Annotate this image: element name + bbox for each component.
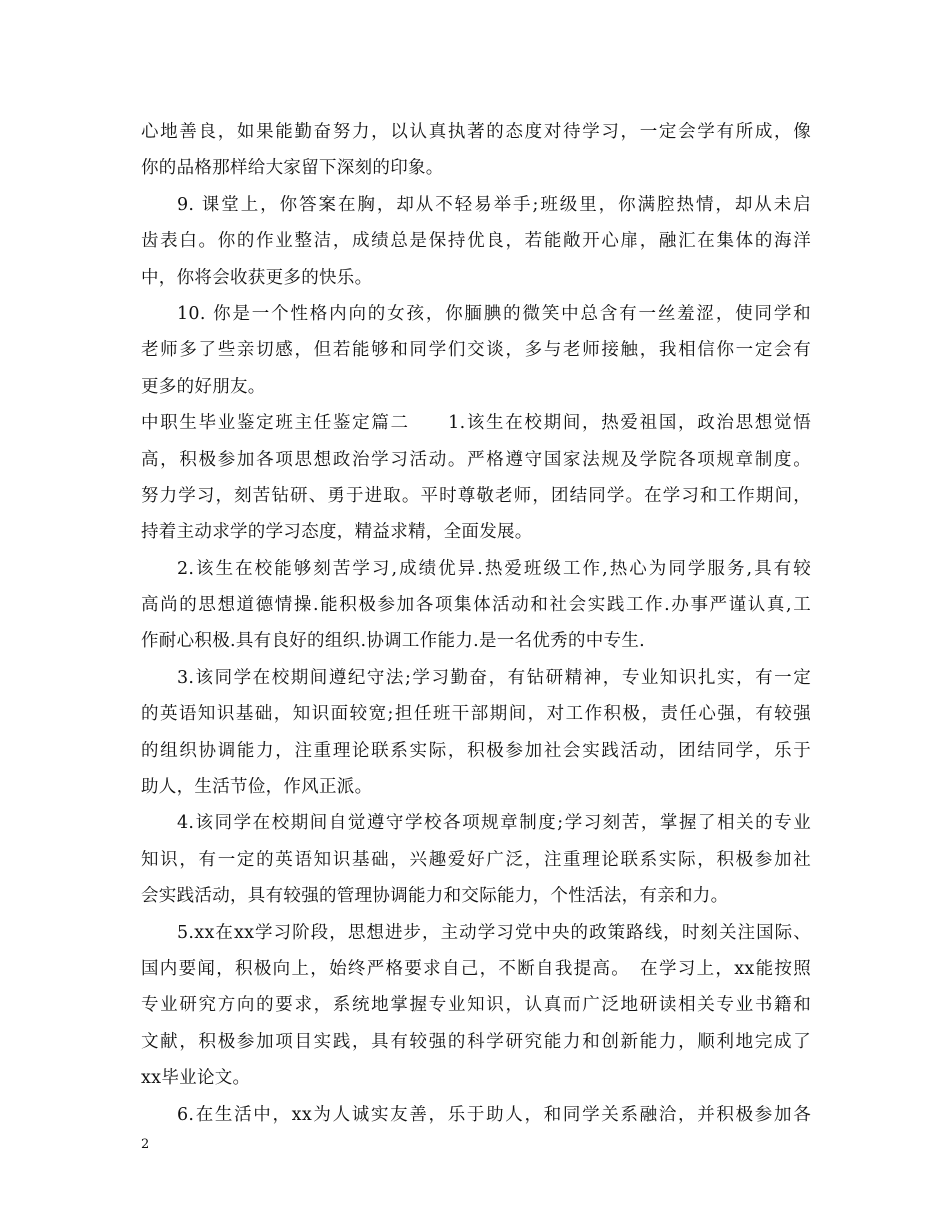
- text-line: 的英语知识基础，知识面较宽;担任班干部期间，对工作积极，责任心强，有较强: [141, 704, 811, 725]
- text-line: 2.该生在校能够刻苦学习,成绩优异.热爱班级工作,热心为同学服务,具有较: [177, 558, 811, 579]
- text-line: 齿表白。你的作业整洁，成绩总是保持优良，若能敞开心扉，融汇在集体的海洋: [141, 231, 811, 252]
- text-line: 你的品格那样给大家留下深刻的印象。: [141, 158, 444, 179]
- text-line: 知识，有一定的英语知识基础，兴趣爱好广泛，注重理论联系实际，积极参加社: [141, 849, 811, 870]
- text-line: 中，你将会收获更多的快乐。: [141, 267, 373, 288]
- text-line: 老师多了些亲切感，但若能够和同学们交谈，多与老师接触，我相信你一定会有: [141, 340, 811, 361]
- text-line: 文献，积极参加项目实践，具有较强的科学研究能力和创新能力，顺利地完成了: [141, 1031, 811, 1052]
- text-line: 9. 课堂上，你答案在胸，却从不轻易举手;班级里，你满腔热情，却从未启: [177, 194, 811, 215]
- text-line: 会实践活动，具有较强的管理协调能力和交际能力，个性活法，有亲和力。: [141, 886, 729, 907]
- text-line: 心地善良，如果能勤奋努力，以认真执著的态度对待学习，一定会学有所成，像: [141, 122, 811, 142]
- text-line: 4.该同学在校期间自觉遵守学校各项规章制度;学习刻苦，掌握了相关的专业: [177, 813, 811, 834]
- text-line: 作耐心积极.具有良好的组织.协调工作能力.是一名优秀的中专生.: [141, 631, 646, 652]
- text-line: 努力学习，刻苦钻研、勇于进取。平时尊敬老师，团结同学。在学习和工作期间，: [141, 485, 811, 506]
- text-line: 更多的好朋友。: [141, 376, 266, 397]
- text-line: 3.该同学在校期间遵纪守法;学习勤奋，有钻研精神，专业知识扎实，有一定: [177, 667, 811, 688]
- section-heading-line: 中职生毕业鉴定班主任鉴定篇二 1.该生在校期间，热爱祖国，政治思想觉悟: [141, 413, 811, 434]
- text-line: xx毕业论文。: [141, 1068, 251, 1089]
- text-line: 国内要闻，积极向上，始终严格要求自己，不断自我提高。 在学习上，xx能按照: [141, 958, 811, 979]
- text-line: 高尚的思想道德情操.能积极参加各项集体活动和社会实践工作.办事严谨认真,工: [141, 595, 811, 616]
- text-line: 的组织协调能力，注重理论联系实际，积极参加社会实践活动，团结同学，乐于: [141, 740, 811, 761]
- text-line: 持着主动求学的学习态度，精益求精，全面发展。: [141, 522, 533, 543]
- text-line: 5.xx在xx学习阶段，思想进步，主动学习党中央的政策路线，时刻关注国际、: [177, 922, 811, 943]
- text-line: 10. 你是一个性格内向的女孩，你腼腆的微笑中总含有一丝羞涩，使同学和: [177, 303, 811, 324]
- text-line: 高，积极参加各项思想政治学习活动。严格遵守国家法规及学院各项规章制度。: [141, 449, 811, 470]
- page-number: 2: [141, 1137, 150, 1152]
- text-line: 专业研究方向的要求，系统地掌握专业知识，认真而广泛地研读相关专业书籍和: [141, 995, 811, 1016]
- text-line: 助人，生活节俭，作风正派。: [141, 777, 373, 798]
- text-line: 6.在生活中，xx为人诚实友善，乐于助人，和同学关系融洽，并积极参加各: [177, 1104, 811, 1125]
- document-body: [141, 114, 811, 1133]
